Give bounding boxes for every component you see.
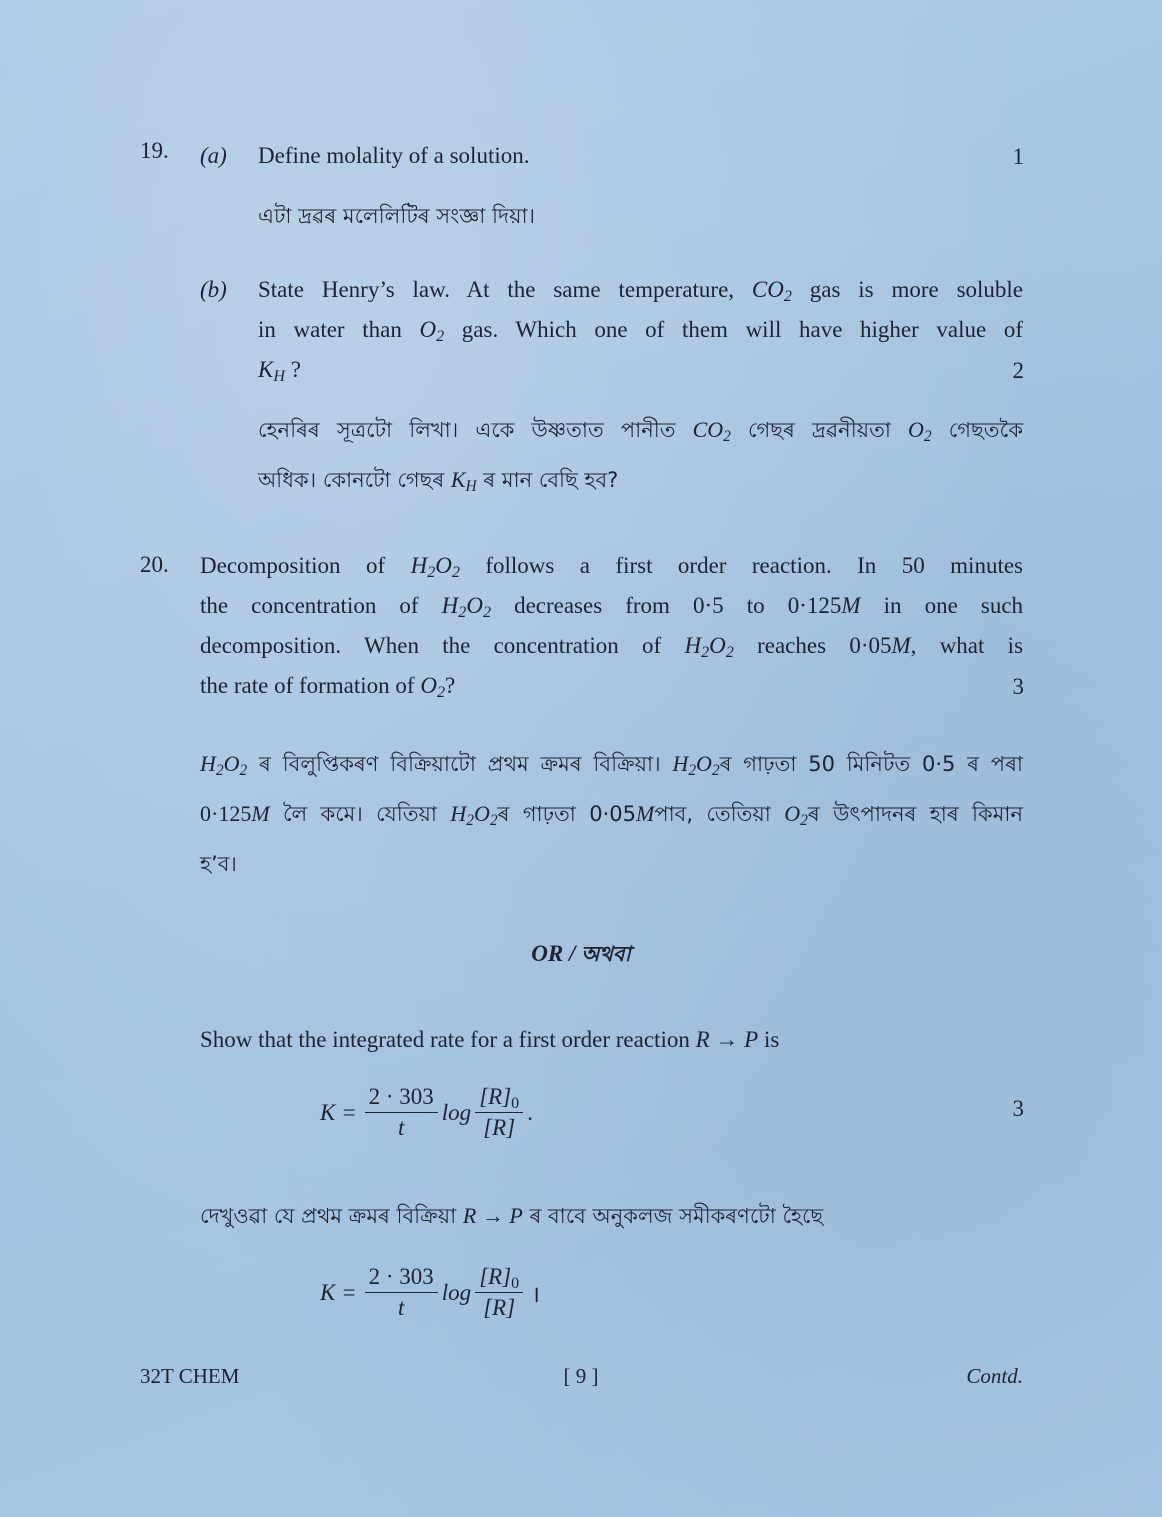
q19a-text-en: Define molality of a solution. (258, 143, 530, 168)
formula-as: K = $\frac{2 \cdot 303}{t}$ log $\frac{[R]_0}{[R]}$ । (320, 1262, 540, 1323)
fraction-2303-t-as: $\frac{2 \cdot 303}{t}$ (365, 1262, 438, 1323)
q19-number: 19. (140, 138, 169, 163)
or-divider: OR / অথবা (531, 941, 631, 966)
q19a-text-as: এটা দ্ৰৱৰ মলেলিটিৰ সংজ্ঞা দিয়া। (258, 204, 536, 228)
alt-marks: 3 (1012, 1096, 1024, 1121)
q19b-marks: 2 (1012, 358, 1024, 383)
q20-as-line3: হ’ব। (200, 852, 237, 876)
alt-question-en: Show that the integrated rate for a first order reaction R → P is (200, 1027, 780, 1052)
q20-as-line1: $H_2O_2$ ৰ বিলুপ্তিকৰণ বিক্ৰিয়াটো প্ৰথম ক্ৰমৰ বিক্ৰিয়া। $H_2O_2ৰ$ গাঢ়তা 50 মিনিটত 0·5 ৰ পৰা (200, 751, 1023, 779)
fraction-r0-r-as: $\frac{[R]_0}{[R]}$ (475, 1262, 523, 1323)
q20-as-line2: 0·125M লৈ কমে। যেতিয়া $H_2O_2ৰ$ গাঢ়তা 0·05Mপাব, তেতিয়া $O_2ৰ$ উৎপাদনৰ হাৰ কিমান (200, 801, 1023, 829)
footer-contd: Contd. (966, 1364, 1023, 1388)
q20-line4: the rate of formation of $O_2$? (200, 673, 456, 702)
q19b-line3: $K_H$ ? (258, 357, 301, 386)
footer-page-number: [ 9 ] (563, 1364, 599, 1388)
formula-en: K = $\frac{2 \cdot 303}{t}$ log $\frac{[R]_0}{[R]}$ . (320, 1082, 533, 1143)
q19a-marks: 1 (1012, 144, 1024, 169)
q20-line1: Decomposition of $H_2O_2$ follows a first order reaction. In 50 minutes (200, 553, 1023, 582)
q20-line3: decomposition. When the concentration of $H_2O_2$ reaches 0·05M, what is (200, 633, 1024, 662)
alt-question-as: দেখুওৱা যে প্ৰথম ক্ৰমৰ বিক্ৰিয়া R → P ৰ বাবে অনুকলজ সমীকৰণটো হৈছে (200, 1203, 824, 1228)
q19a-label: (a) (200, 143, 227, 168)
q19b-line1: State Henry’s law. At the same temperature, $CO_2$ gas is more soluble (258, 277, 1024, 306)
fraction-2303-t: $\frac{2 \cdot 303}{t}$ (365, 1082, 438, 1143)
co2-symbol: $CO_2$ (751, 277, 792, 306)
q19b-label: (b) (200, 277, 227, 302)
fraction-r0-r: $\frac{[R]_0}{[R]}$ (475, 1082, 523, 1143)
q19b-line2: in water than $O_2$ gas. Which one of them will have higher value of (258, 317, 1024, 346)
q20-number: 20. (140, 552, 169, 577)
q19b-as-line1: হেনৰিৰ সূত্ৰটো লিখা। একে উষ্ণতাত পানীত $CO_2$ গেছৰ দ্ৰৱনীয়তা $O_2$ গেছতকৈ (258, 417, 1024, 445)
footer-code: 32T CHEM (140, 1364, 240, 1388)
q20-line2: the concentration of $H_2O_2$ decreases from 0·5 to 0·125M in one such (200, 593, 1024, 622)
q20-marks: 3 (1012, 674, 1024, 699)
q19b-as-line2: অধিক। কোনটো গেছৰ $K_H$ ৰ মান বেছি হব? (258, 467, 619, 495)
